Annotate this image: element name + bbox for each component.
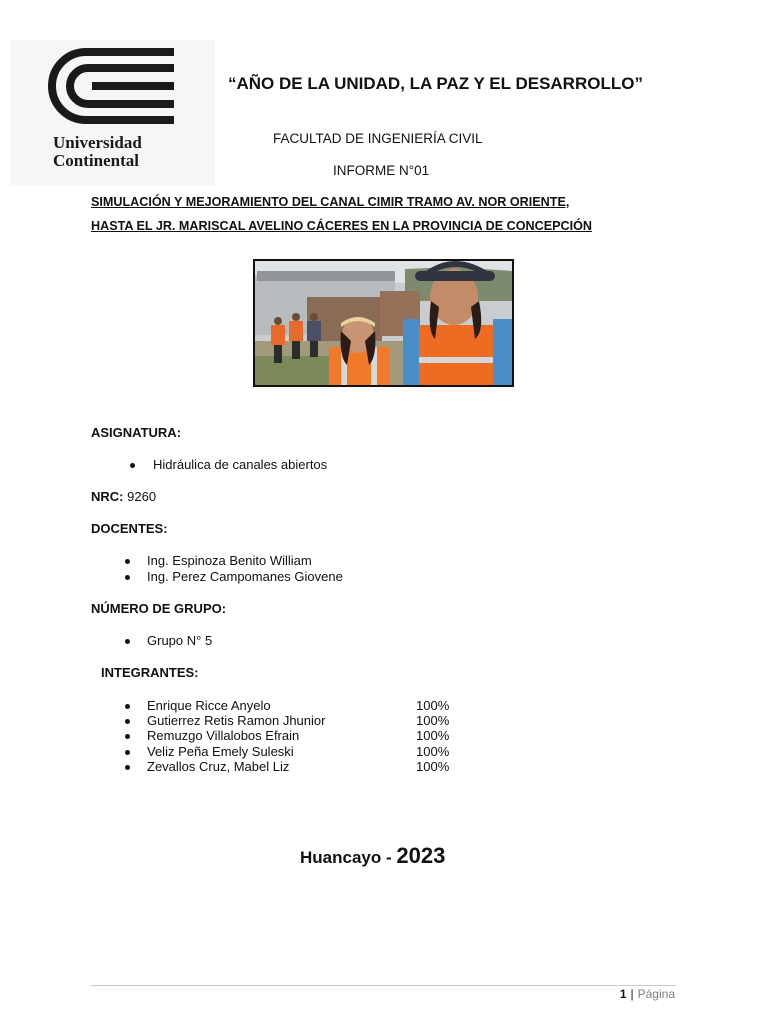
- year-motto: “AÑO DE LA UNIDAD, LA PAZ Y EL DESARROLLO”: [228, 74, 643, 93]
- course-label: ASIGNATURA:: [91, 425, 182, 440]
- member-name: Remuzgo Villalobos Efrain: [147, 728, 300, 743]
- members-label: INTEGRANTES:: [101, 665, 199, 680]
- member-percentage: 100%: [416, 744, 450, 759]
- footer-rule: [91, 985, 676, 986]
- year: 2023: [396, 843, 446, 868]
- teacher-item: Ing. Espinoza Benito William: [147, 553, 312, 568]
- member-percentage: 100%: [416, 713, 450, 728]
- teacher-bullet: [125, 575, 130, 580]
- member-bullet: [125, 765, 130, 770]
- city-year: [300, 843, 445, 869]
- nrc-label: NRC:: [91, 489, 124, 504]
- member-bullet: [125, 719, 130, 724]
- member-name: Gutierrez Retis Ramon Jhunior: [147, 713, 326, 728]
- logo-text-line2: Continental: [53, 151, 139, 170]
- member-percentage: 100%: [416, 698, 450, 713]
- project-title-line1: SIMULACIÓN Y MEJORAMIENTO DEL CANAL CIMIR TRAMO AV. NOR ORIENTE,: [91, 195, 570, 209]
- page-footer: [620, 987, 675, 1001]
- member-name: Zevallos Cruz, Mabel Liz: [147, 759, 290, 774]
- group-photo: [253, 259, 514, 387]
- project-title-line2: HASTA EL JR. MARISCAL AVELINO CÁCERES EN LA PROVINCIA DE CONCEPCIÓN: [91, 219, 592, 233]
- page-label: Página: [637, 987, 675, 1001]
- member-bullet: [125, 704, 130, 709]
- teacher-bullet: [125, 559, 130, 564]
- course-bullet: [130, 463, 135, 468]
- member-name: Enrique Ricce Anyelo: [147, 698, 271, 713]
- teachers-label: DOCENTES:: [91, 521, 168, 536]
- member-percentage: 100%: [416, 728, 450, 743]
- report-number: INFORME N°01: [333, 163, 430, 178]
- member-bullet: [125, 750, 130, 755]
- teacher-item: Ing. Perez Campomanes Giovene: [147, 569, 343, 584]
- course-item: Hidráulica de canales abiertos: [153, 457, 328, 472]
- footer-separator: |: [630, 987, 634, 1001]
- group-label: NÚMERO DE GRUPO:: [91, 601, 227, 616]
- city-name: Huancayo -: [300, 848, 397, 867]
- group-item: Grupo N° 5: [147, 633, 213, 648]
- page-number: 1: [619, 987, 627, 1001]
- group-photo-illustration: [255, 261, 512, 385]
- member-percentage: 100%: [416, 759, 450, 774]
- nrc-row: [91, 489, 156, 504]
- faculty-name: FACULTAD DE INGENIERÍA CIVIL: [273, 131, 483, 146]
- member-name: Veliz Peña Emely Suleski: [147, 744, 294, 759]
- member-bullet: [125, 734, 130, 739]
- logo-text-line1: Universidad: [53, 133, 142, 152]
- nrc-value: 9260: [127, 489, 157, 504]
- group-bullet: [125, 639, 130, 644]
- university-logo: [10, 40, 215, 185]
- university-logo-mark: [46, 48, 176, 124]
